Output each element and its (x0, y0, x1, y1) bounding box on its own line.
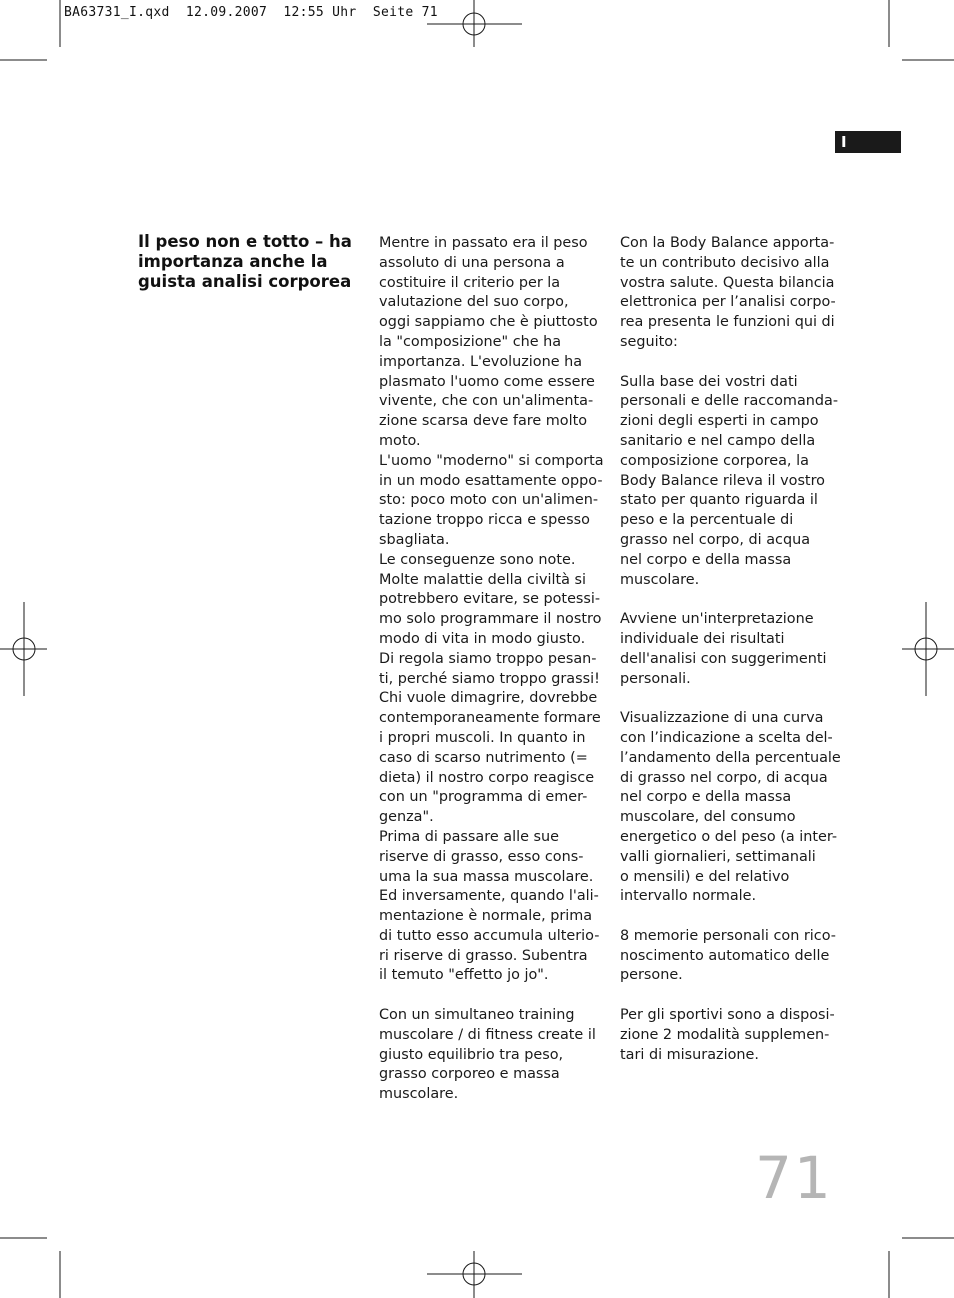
text-line: Prima di passare alle sue (379, 828, 559, 845)
text-line: composizione corporea, la (620, 452, 809, 469)
text-line: 8 memorie personali con rico- (620, 927, 836, 944)
text-line: uma la sua massa muscolare. (379, 868, 594, 885)
text-line: dieta) il nostro corpo reagisce (379, 769, 595, 786)
text-line: peso e la percentuale di (620, 512, 794, 529)
text-line: ti, perché siamo troppo grassi! (379, 670, 600, 687)
text-line: L'uomo "moderno" si comporta (379, 452, 604, 469)
text-line: personali e delle raccomanda- (620, 393, 839, 410)
text-line: mo solo programmare il nostro (379, 611, 602, 628)
paragraph-gap (620, 590, 841, 610)
text-line: con un "programma di emer- (379, 789, 588, 806)
text-line: valli giornalieri, settimanali (620, 848, 816, 865)
text-line: plasmato l'uomo come essere (379, 373, 595, 390)
text-line: energetico o del peso (a inter- (620, 828, 838, 845)
text-line: zione 2 modalità supplemen- (620, 1026, 830, 1043)
text-line: caso di scarso nutrimento (= (379, 749, 588, 766)
text-line: ri riserve di grasso. Subentra (379, 947, 588, 964)
page-number: 71 (755, 1144, 833, 1212)
text-line: modo di vita in modo giusto. (379, 630, 586, 647)
text-line: nel corpo e della massa (620, 551, 792, 568)
text-line: importanza. L'evoluzione ha (379, 353, 583, 370)
left-text-column (379, 234, 604, 1105)
text-line: costituire il criterio per la (379, 274, 561, 291)
text-line: sto: poco moto con un'alimen- (379, 492, 599, 509)
text-line: in un modo esattamente oppo- (379, 472, 603, 489)
text-line: valutazione del suo corpo, (379, 294, 569, 311)
text-line: Visualizzazione di una curva (620, 710, 824, 727)
text-line: Le conseguenze sono note. (379, 551, 576, 568)
text-line: Ed inversamente, quando l'ali- (379, 888, 599, 905)
text-line: con l’indicazione a scelta del- (620, 729, 833, 746)
text-line: intervallo normale. (620, 888, 757, 905)
text-line: tazione troppo ricca e spesso (379, 512, 590, 529)
text-line: stato per quanto riguarda il (620, 492, 818, 509)
text-line: o mensili) e del relativo (620, 868, 790, 885)
text-line: Per gli sportivi sono a disposi- (620, 1007, 835, 1024)
text-line: elettronica per l’analisi corpo- (620, 294, 836, 311)
text-line: moto. (379, 432, 421, 449)
paragraph-gap (379, 986, 604, 1006)
text-line: assoluto di una persona a (379, 254, 565, 271)
text-line: Avviene un'interpretazione (620, 611, 814, 628)
text-line: riserve di grasso, esso cons- (379, 848, 584, 865)
text-line: Mentre in passato era il peso (379, 235, 588, 251)
text-line: Body Balance rileva il vostro (620, 472, 825, 489)
text-line: muscolare / di fitness create il (379, 1026, 596, 1043)
text-line: vivente, che con un'alimenta- (379, 393, 594, 410)
text-line: Con la Body Balance apporta- (620, 235, 835, 251)
paragraph-gap (620, 907, 841, 927)
text-line: personali. (620, 670, 691, 687)
text-line: contemporaneamente formare (379, 710, 601, 727)
print-slug: BA63731_I.qxd 12.09.2007 12:55 Uhr Seite 71 (64, 5, 438, 20)
text-line: sanitario e nel campo della (620, 432, 816, 449)
text-line: Chi vuole dimagrire, dovrebbe (379, 690, 598, 707)
paragraph-gap (620, 689, 841, 709)
text-line: la "composizione" che ha (379, 333, 562, 350)
text-line: l’andamento della percentuale (620, 749, 841, 766)
language-tab: I (835, 131, 901, 153)
paragraph-gap (620, 353, 841, 373)
text-line: grasso corporeo e massa (379, 1066, 560, 1083)
text-line: zione scarsa deve fare molto (379, 413, 588, 430)
text-line: i propri muscoli. In quanto in (379, 729, 586, 746)
paragraph-gap (620, 986, 841, 1006)
right-text-column (620, 234, 841, 1065)
text-line: muscolare. (379, 1086, 459, 1103)
text-line: mentazione è normale, prima (379, 908, 593, 925)
text-line: potrebbero evitare, se potessi- (379, 591, 601, 608)
text-line: rea presenta le funzioni qui di (620, 314, 835, 331)
text-line: persone. (620, 967, 683, 984)
text-line: zioni degli esperti in campo (620, 413, 819, 430)
text-line: Con un simultaneo training (379, 1007, 575, 1024)
text-line: di grasso nel corpo, di acqua (620, 769, 828, 786)
text-line: genza". (379, 809, 434, 826)
text-line: dell'analisi con suggerimenti (620, 650, 827, 667)
section-heading: Il peso non e totto – ha importanza anche la guista analisi corporea (138, 232, 352, 291)
text-line: muscolare. (620, 571, 700, 588)
text-line: Di regola siamo troppo pesan- (379, 650, 597, 667)
text-line: te un contributo decisivo alla (620, 254, 830, 271)
text-line: Molte malattie della civiltà si (379, 571, 586, 588)
text-line: il temuto "effetto jo jo". (379, 967, 549, 984)
text-line: sbagliata. (379, 531, 450, 548)
text-line: oggi sappiamo che è piuttosto (379, 314, 598, 331)
text-line: seguito: (620, 333, 678, 350)
text-line: giusto equilibrio tra peso, (379, 1046, 564, 1063)
text-line: vostra salute. Questa bilancia (620, 274, 835, 291)
text-line: tari di misurazione. (620, 1046, 759, 1063)
text-line: nel corpo e della massa (620, 789, 792, 806)
text-line: di tutto esso accumula ulterio- (379, 927, 600, 944)
text-line: grasso nel corpo, di acqua (620, 531, 811, 548)
text-line: noscimento automatico delle (620, 947, 830, 964)
text-line: individuale dei risultati (620, 630, 785, 647)
text-line: muscolare, del consumo (620, 809, 796, 826)
text-line: Sulla base dei vostri dati (620, 373, 798, 390)
